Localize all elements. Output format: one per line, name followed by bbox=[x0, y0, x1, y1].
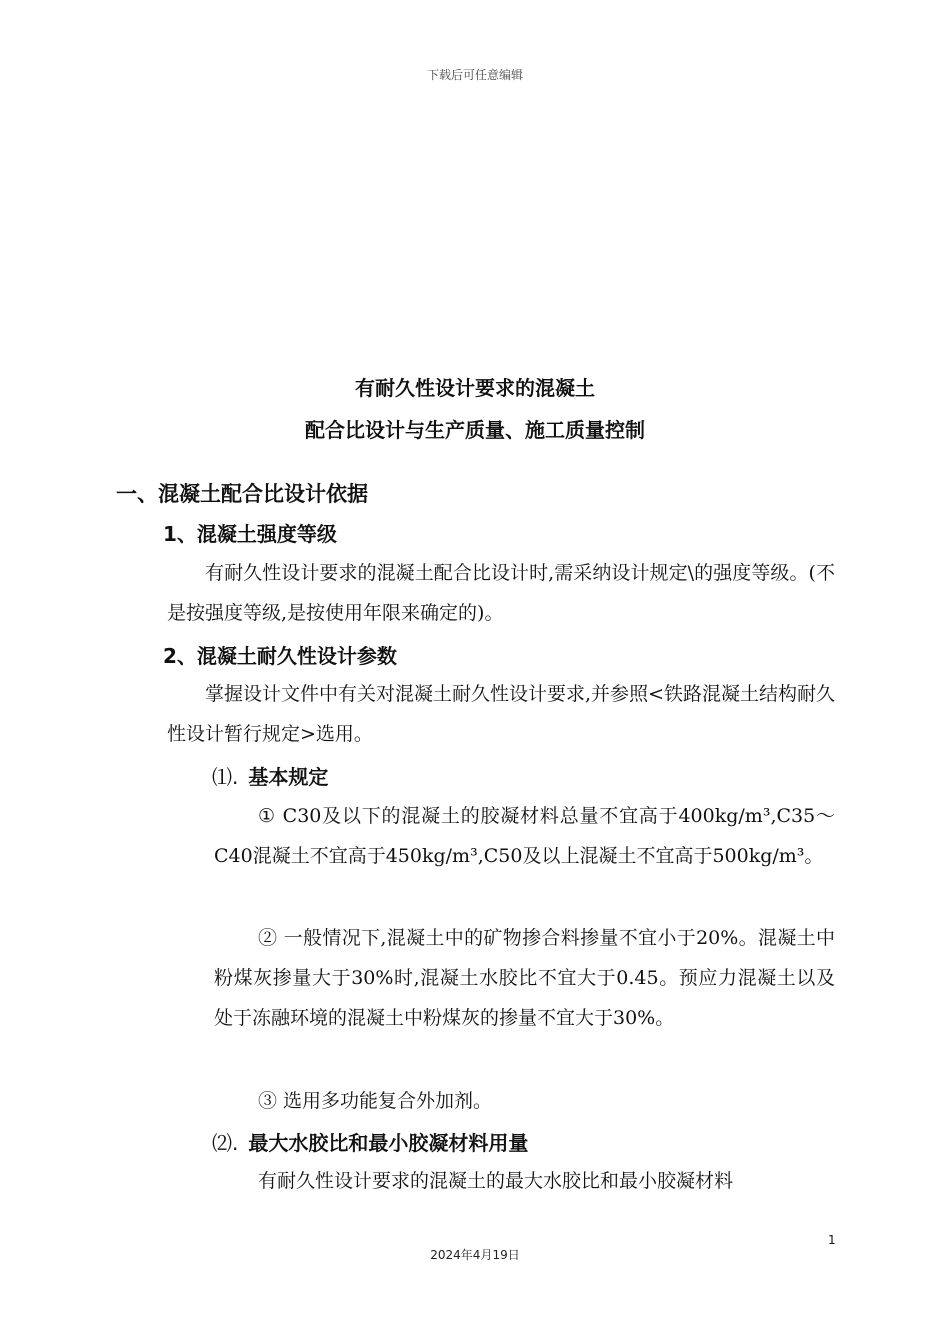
rule-point-3: ③ 选用多功能复合外加剂。 bbox=[258, 1090, 493, 1112]
document-title-line1: 有耐久性设计要求的混凝土 bbox=[355, 376, 595, 400]
section-heading: 一、混凝土配合比设计依据 bbox=[116, 482, 368, 506]
item-number: ⑴. bbox=[212, 765, 239, 789]
item-heading-basic-rules bbox=[212, 761, 328, 790]
page-header: 下载后可任意编辑 bbox=[426, 68, 523, 82]
item-number: ⑵. bbox=[212, 1131, 239, 1155]
rule-point-2: ② 一般情况下,混凝土中的矿物掺合料掺量不宜小于20%。混凝土中粉煤灰掺量大于30%时,混凝土水胶比不宜大于0.45。预应力混凝土以及处于冻融环境的混凝土中粉煤灰的掺量不宜大于30%。 bbox=[214, 927, 835, 1029]
paragraph-strength-grade: 有耐久性设计要求的混凝土配合比设计时,需采纳设计规定\的强度等级。(不是按强度等级,是按使用年限来确定的)。 bbox=[167, 562, 835, 624]
item-title: 基本规定 bbox=[248, 765, 329, 789]
subsection-heading-1: 1、混凝土强度等级 bbox=[163, 522, 337, 546]
item-heading-water-binder bbox=[212, 1127, 528, 1156]
rule-point-1: ① C30及以下的混凝土的胶凝材料总量不宜高于400kg/m³,C35～C40混凝土不宜高于450kg/m³,C50及以上混凝土不宜高于500kg/m³。 bbox=[214, 805, 835, 867]
paragraph-durability-params: 掌握设计文件中有关对混凝土耐久性设计要求,并参照<铁路混凝土结构耐久性设计暂行规定>选用。 bbox=[167, 683, 835, 745]
page-number: 1 bbox=[828, 1233, 836, 1247]
item-title: 最大水胶比和最小胶凝材料用量 bbox=[248, 1131, 529, 1155]
document-title-line2: 配合比设计与生产质量、施工质量控制 bbox=[305, 418, 645, 442]
paragraph-water-binder: 有耐久性设计要求的混凝土的最大水胶比和最小胶凝材料 bbox=[258, 1170, 734, 1192]
subsection-heading-2: 2、混凝土耐久性设计参数 bbox=[163, 644, 397, 668]
page-footer-date: 2024年4月19日 bbox=[430, 1248, 520, 1262]
